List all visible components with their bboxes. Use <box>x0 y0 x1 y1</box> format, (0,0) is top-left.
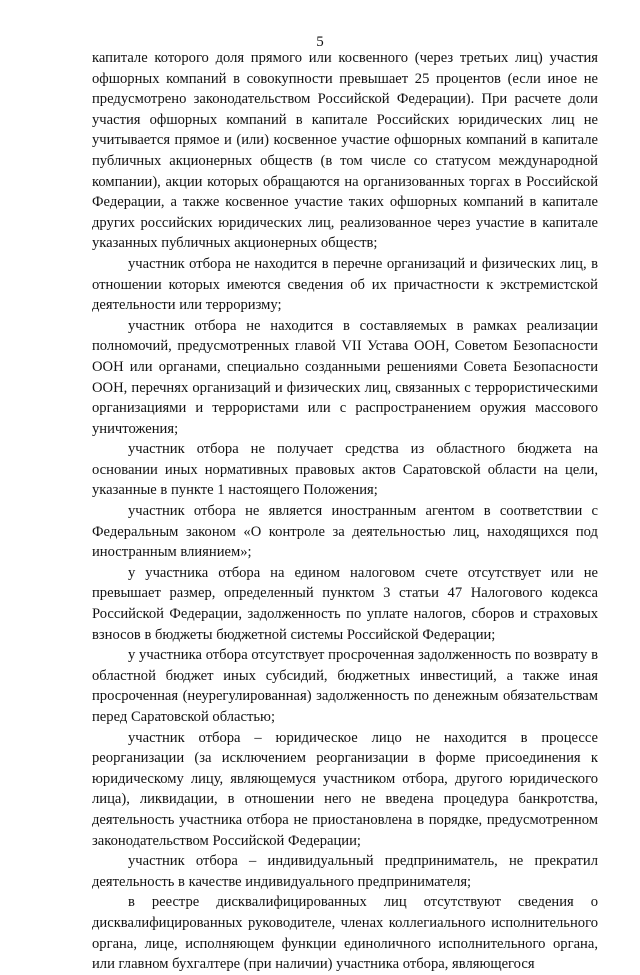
paragraph: участник отбора – индивидуальный предприниматель, не прекратил деятельность в качестве индивидуального предпринимателя; <box>92 853 598 890</box>
paragraph: участник отбора не является иностранным агентом в соответствии с Федеральным законом «О контроле за деятельностью лиц, находящихся под иностранным влиянием»; <box>92 503 598 561</box>
paragraph: участник отбора не находится в перечне организаций и физических лиц, в отношении которых имеются сведения об их причастности к экстремистской деятельности или терроризму; <box>92 255 598 314</box>
paragraph: участник отбора – юридическое лицо не находится в процессе реорганизации (за исключением реорганизации в форме присоединения к юридическому лицу, являющемуся участником отбора, другого юридического лица), ликвидации, в отношении него не введена процедура банкротства, деятельность участника отбора не приостановлена в порядке, предусмотренном законодательством Российской Федерации; <box>92 729 598 849</box>
paragraph: в реестре дисквалифицированных лиц отсутствуют сведения о дисквалифицированных руководителе, членах коллегиального исполнительного органа, лице, исполняющем функции единоличного исполнительного органа, или главном бухгалтере (при наличии) участника отбора, являющегося <box>92 894 598 973</box>
paragraph: участник отбора не находится в составляемых в рамках реализации полномочий, предусмотренных главой VII Устава ООН, Советом Безопасности ООН или органами, специально созданными решениями Совета Безопасности ООН, перечнях организаций и физических лиц, связанных с террористическими организациями и террористами или с распространением оружия массового уничтожения; <box>92 317 598 437</box>
body-text <box>92 48 598 975</box>
paragraph: у участника отбора отсутствует просроченная задолженность по возврату в областной бюджет иных субсидий, бюджетных инвестиций, а также иная просроченная (неурегулированная) задолженность по денежным обязательствам перед Саратовской областью; <box>92 647 598 725</box>
paragraph: у участника отбора на едином налоговом счете отсутствует или не превышает размер, определенный пунктом 3 статьи 47 Налогового кодекса Российской Федерации, задолженность по уплате налогов, сборов и страховых взносов в бюджеты бюджетной системы Российской Федерации; <box>92 564 598 643</box>
paragraph: капитале которого доля прямого или косвенного (через третьих лиц) участия офшорных компаний в совокупности превышает 25 процентов (если иное не предусмотрено законодательством Российской Федерации). При расчете доли участия офшорных компаний в капитале Российских юридических лиц не учитывается прямое и (или) косвенное участие офшорных компаний в капитале публичных акционерных обществ (в том числе со статусом международной компании), акции которых обращаются на организованных торгах в Российской Федерации, а также косвенное участие таких офшорных компаний в капитале других российских юридических лиц, реализованное через участие в капитале указанных публичных акционерных обществ; <box>92 50 598 252</box>
paragraph: участник отбора не получает средства из областного бюджета на основании иных нормативных правовых актов Саратовской области на цели, указанные в пункте 1 настоящего Положения; <box>92 441 598 499</box>
page-number: 5 <box>316 34 324 50</box>
